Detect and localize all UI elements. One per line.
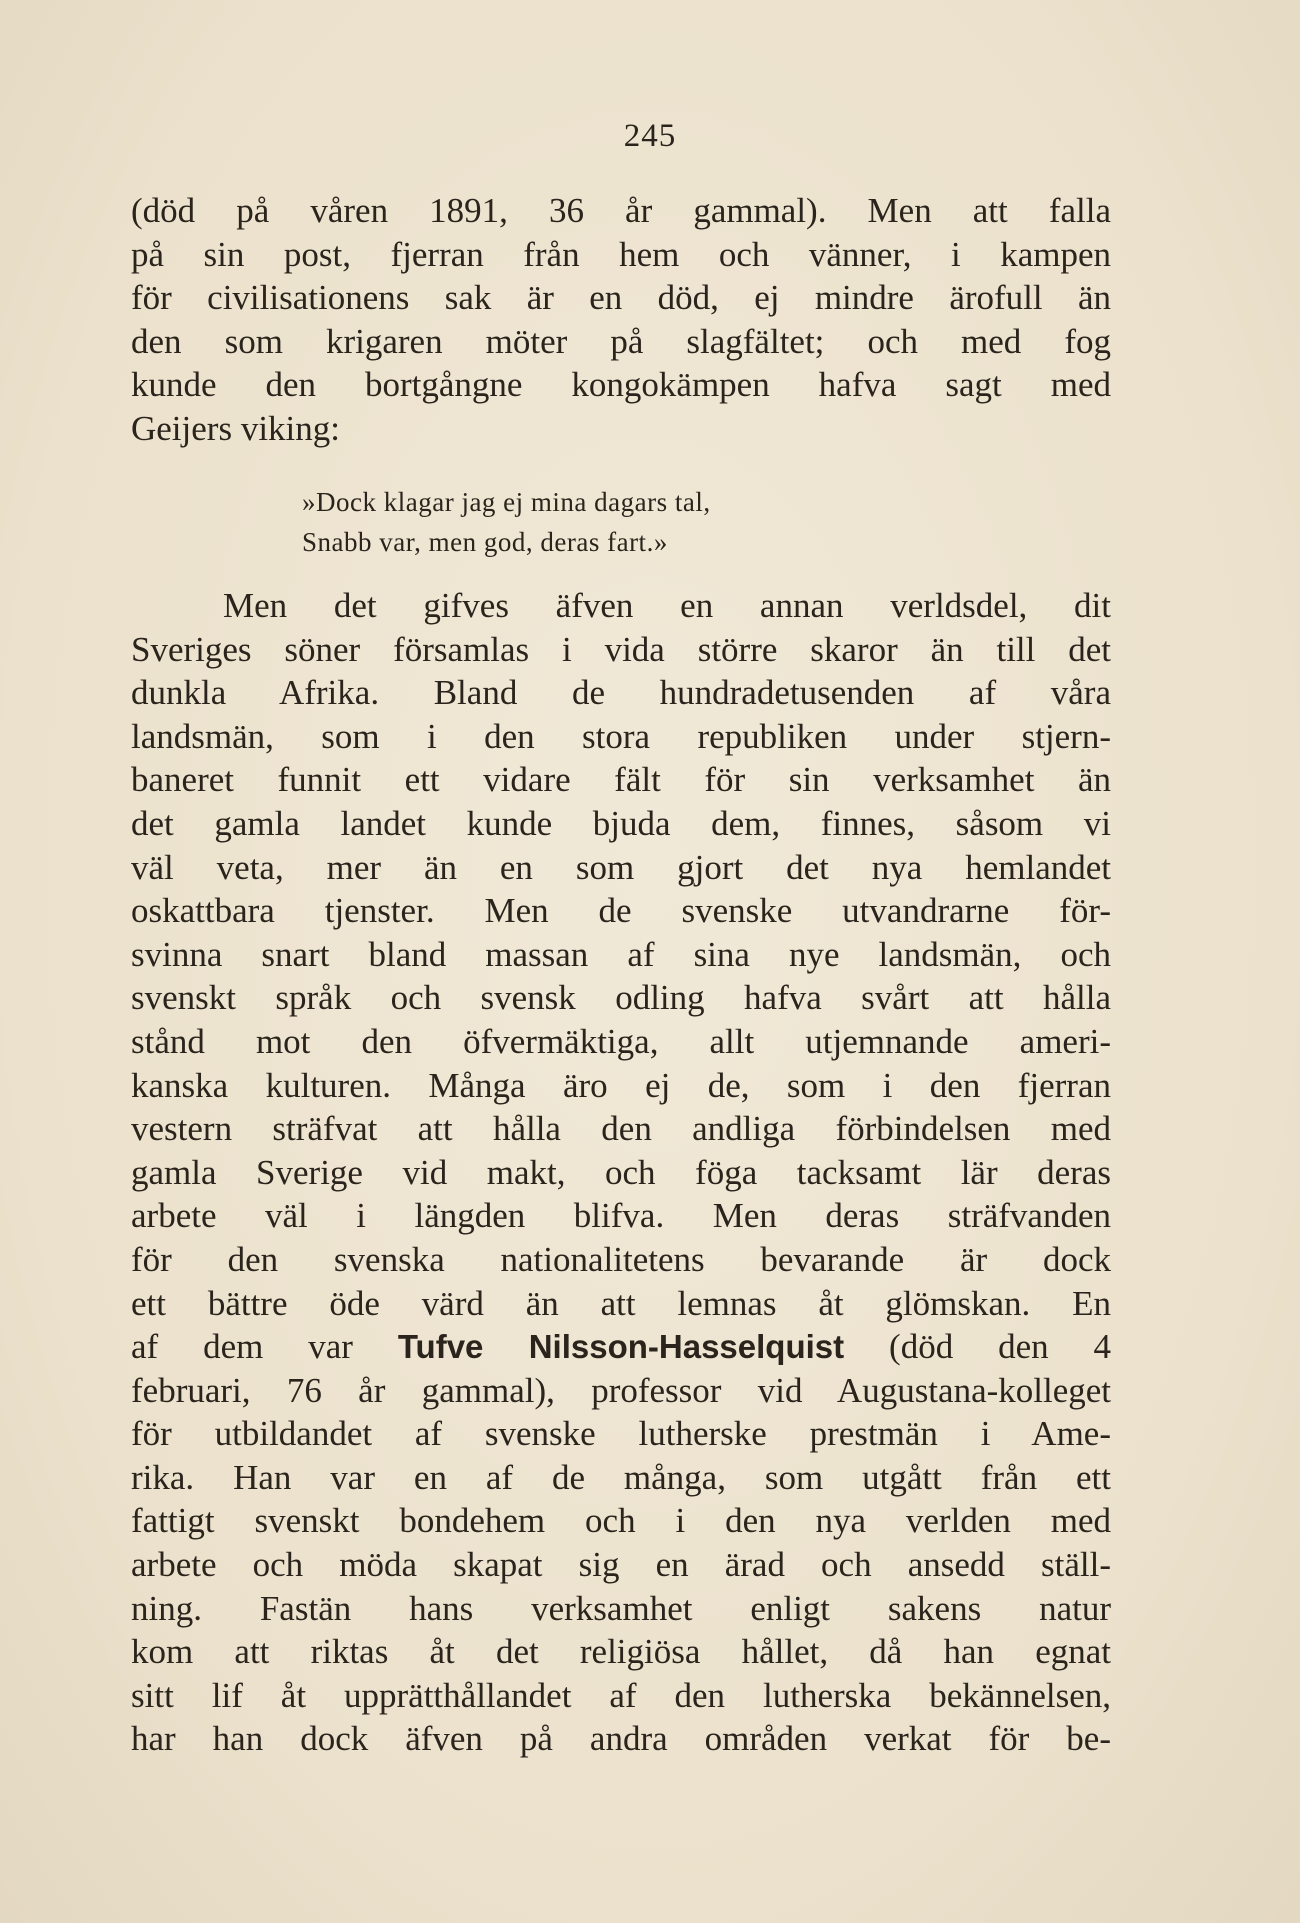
text-line: på sin post, fjerran från hem och vänner, i kampen [131, 234, 1111, 274]
paragraph-1 [131, 189, 1111, 451]
text-line: arbete och möda skapat sig en ärad och ansedd ställ- [131, 1545, 1111, 1585]
page-number: 245 [623, 118, 677, 154]
text-line: har han dock äfven på andra områden verkat för be- [131, 1719, 1111, 1759]
text-line: rika. Han var en af de många, som utgått från ett [131, 1457, 1111, 1497]
text-line: Sveriges söner församlas i vida större skaror än till det [131, 629, 1111, 669]
text-line: Geijers viking: [131, 408, 340, 448]
text-line: stånd mot den öfvermäktiga, allt utjemnande ameri- [131, 1021, 1111, 1061]
text-line: dunkla Afrika. Bland de hundradetusenden af våra [131, 673, 1111, 713]
text-line: oskattbara tjenster. Men de svenske utvandrarne för- [131, 891, 1111, 931]
name-line-suffix: (död den 4 [889, 1327, 1112, 1367]
text-line: Men det gifves äfven en annan verldsdel, dit [223, 586, 1111, 625]
paragraph-2 [131, 584, 1111, 1761]
text-line: ett bättre öde värd än att lemnas åt glömskan. En [131, 1283, 1111, 1323]
name-line [131, 1325, 1111, 1369]
quote-line: Snabb var, men god, deras fart.» [302, 527, 668, 557]
text-line: ning. Fastän hans verksamhet enligt sakens natur [131, 1588, 1111, 1628]
quote-line: »Dock klagar jag ej mina dagars tal, [302, 487, 711, 517]
text-line: gamla Sverige vid makt, och föga tacksamt lär deras [131, 1152, 1111, 1192]
text-line: kom att riktas åt det religiösa hållet, då han egnat [131, 1632, 1111, 1672]
text-line: (död på våren 1891, 36 år gammal). Men att falla [131, 191, 1111, 230]
text-line: fattigt svenskt bondehem och i den nya verlden med [131, 1501, 1111, 1541]
text-line: arbete väl i längden blifva. Men deras sträfvanden [131, 1196, 1111, 1236]
verse-quote [302, 482, 902, 562]
text-line: den som krigaren möter på slagfältet; och med fog [131, 321, 1111, 361]
text-line: svenskt språk och svensk odling hafva svårt att hålla [131, 978, 1111, 1018]
text-line: vestern sträfvat att hålla den andliga förbindelsen med [131, 1109, 1111, 1149]
text-line: kunde den bortgångne kongokämpen hafva sagt med [131, 365, 1111, 405]
person-name: Tufve Nilsson-Hasselquist [397, 1328, 845, 1366]
text-line: för utbildandet af svenske lutherske prestmän i Ame- [131, 1414, 1111, 1454]
text-line: för civilisationens sak är en död, ej mindre ärofull än [131, 278, 1111, 318]
text-line: det gamla landet kunde bjuda dem, finnes, såsom vi [131, 803, 1111, 843]
text-line: väl veta, mer än en som gjort det nya hemlandet [131, 847, 1111, 887]
text-line: sitt lif åt upprätthållandet af den lutherska bekännelsen, [131, 1675, 1111, 1715]
text-line: landsmän, som i den stora republiken under stjern- [131, 716, 1111, 756]
text-line: februari, 76 år gammal), professor vid Augustana-kolleget [131, 1370, 1111, 1410]
text-line: för den svenska nationalitetens bevarande är dock [131, 1239, 1111, 1279]
name-line-prefix: af dem var [131, 1327, 353, 1367]
text-line: kanska kulturen. Många äro ej de, som i den fjerran [131, 1065, 1111, 1105]
text-line: baneret funnit ett vidare fält för sin verksamhet än [131, 760, 1111, 800]
text-line: svinna snart bland massan af sina nye landsmän, och [131, 934, 1111, 974]
